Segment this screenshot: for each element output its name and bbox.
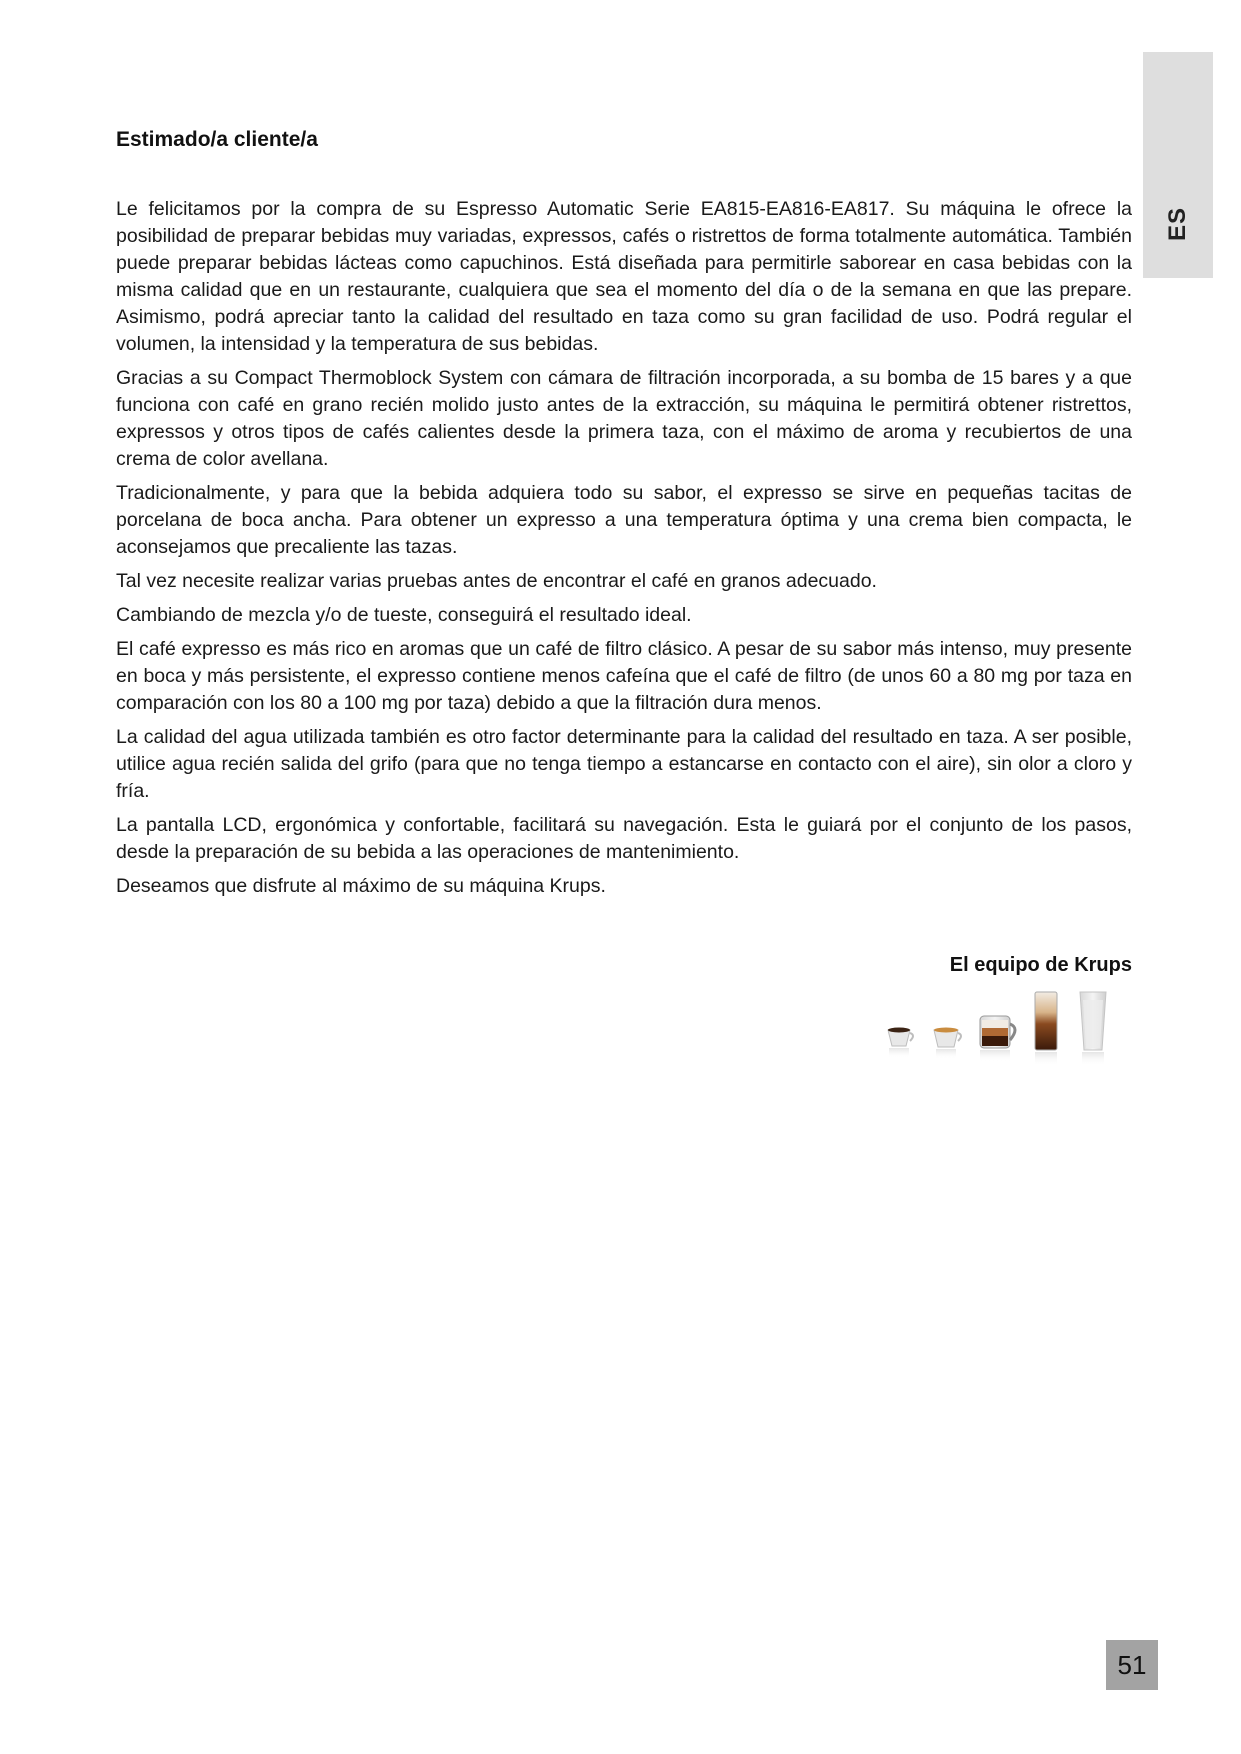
milk-glass-icon bbox=[1080, 992, 1106, 1066]
language-tab-label: ES bbox=[1164, 206, 1191, 242]
body-text bbox=[116, 196, 1132, 907]
espresso-cup-icon bbox=[888, 1028, 913, 1059]
paragraph-intro: Le felicitamos por la compra de su Espresso Automatic Serie EA815-EA816-EA817. Su máquina le ofrece la posibilidad de preparar bebidas muy variadas, expressos, cafés o ristrettos de forma totalmente automática. También puede preparar bebidas lácteas como capuchinos. Está diseñada para permitirle saborear en casa bebidas con la misma calidad que en un restaurante, cualquiera que sea el momento del día o de la semana en que las prepare. Asimismo, podrá apreciar tanto la calidad del resultado en taza como su gran facilidad de uso. Podrá regular el volumen, la intensidad y la temperatura de sus bebidas. bbox=[116, 198, 1132, 355]
paragraph-tradition: Tradicionalmente, y para que la bebida adquiera todo su sabor, el expresso se sirve en pequeñas tacitas de porcelana de boca ancha. Para obtener un expresso a una temperatura óptima y una crema bien compacta, le aconsejamos que precaliente las tazas. bbox=[116, 482, 1132, 558]
cappuccino-cup-icon bbox=[980, 1016, 1015, 1062]
greeting-heading: Estimado/a cliente/a bbox=[116, 128, 318, 151]
language-tab bbox=[1143, 52, 1213, 278]
latte-macchiato-glass-icon bbox=[1035, 992, 1057, 1066]
signature: El equipo de Krups bbox=[949, 954, 1132, 976]
paragraph-closing: Deseamos que disfrute al máximo de su máquina Krups. bbox=[116, 875, 606, 897]
paragraph-blend: Cambiando de mezcla y/o de tueste, conseguirá el resultado ideal. bbox=[116, 604, 692, 626]
page-number: 51 bbox=[1106, 1640, 1158, 1690]
paragraph-thermoblock: Gracias a su Compact Thermoblock System con cámara de filtración incorporada, a su bomba de 15 bares y a que funciona con café en grano recién molido justo antes de la extracción, su máquina le permitirá obtener ristrettos, expressos y otros tipos de cafés calientes desde la primera taza, con el máximo de aroma y recubiertos de una crema de color avellana. bbox=[116, 367, 1132, 470]
paragraph-lcd: La pantalla LCD, ergonómica y confortable, facilitará su navegación. Esta le guiará por el conjunto de los pasos, desde la preparación de su bebida a las operaciones de mantenimiento. bbox=[116, 814, 1132, 863]
coffee-cups-illustration bbox=[880, 990, 1140, 1090]
paragraph-tests: Tal vez necesite realizar varias pruebas antes de encontrar el café en granos adecuado. bbox=[116, 570, 877, 592]
coffee-cup-icon bbox=[934, 1028, 961, 1060]
paragraph-water: La calidad del agua utilizada también es otro factor determinante para la calidad del resultado en taza. A ser posible, utilice agua recién salida del grifo (para que no tenga tiempo a estancarse en contacto con el aire), sin olor a cloro y fría. bbox=[116, 726, 1132, 802]
paragraph-caffeine: El café expresso es más rico en aromas que un café de filtro clásico. A pesar de su sabor más intenso, muy presente en boca y más persistente, el expresso contiene menos cafeína que el café de filtro (de unos 60 a 80 mg por taza en comparación con los 80 a 100 mg por taza) debido a que la filtración dura menos. bbox=[116, 638, 1132, 714]
